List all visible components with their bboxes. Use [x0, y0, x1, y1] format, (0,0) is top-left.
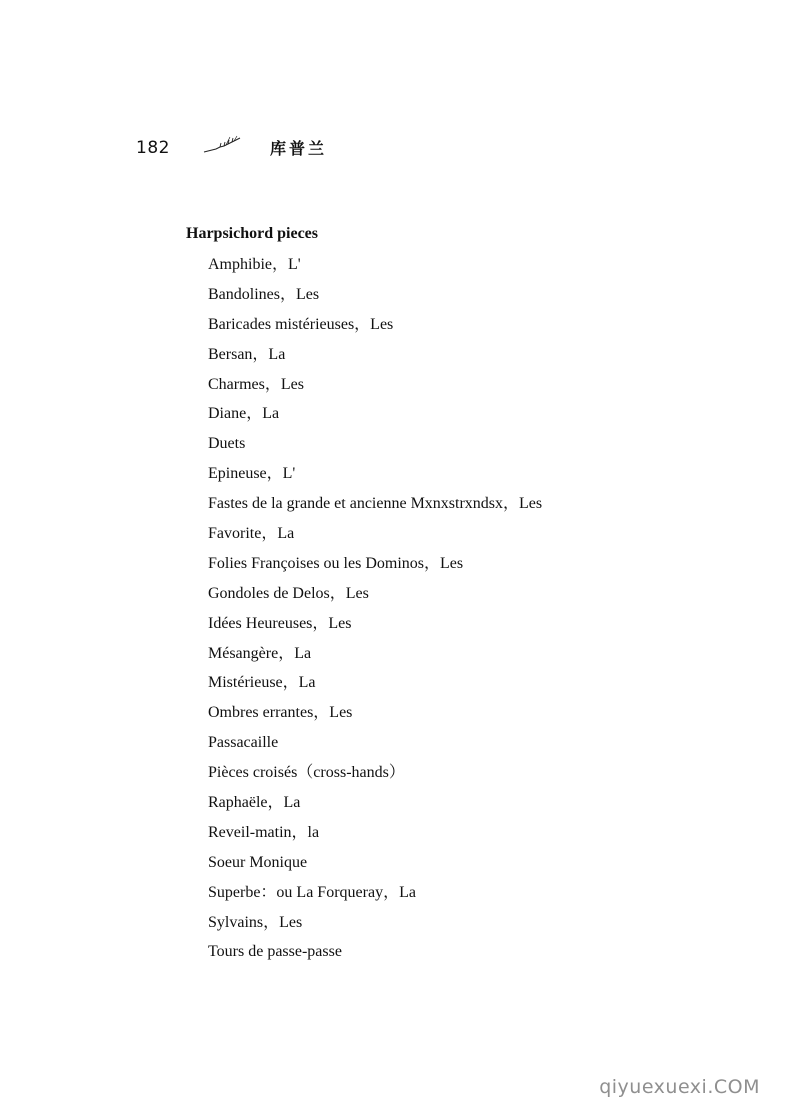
list-item: Bersan，La: [208, 345, 286, 363]
page-header: [136, 134, 436, 164]
list-item: Ombres errantes，Les: [208, 704, 353, 722]
list-item: Fastes de la grande et ancienne Mxnxstrxndsx，Les: [208, 495, 543, 513]
list-item: Idées Heureuses，Les: [208, 614, 352, 632]
pieces-list: [208, 255, 542, 972]
ornament-flourish-icon: [202, 134, 244, 156]
list-item: Diane，La: [208, 405, 280, 423]
list-item: Baricades mistérieuses，Les: [208, 315, 394, 333]
list-item: Charmes，Les: [208, 375, 304, 393]
list-item: Epineuse，L': [208, 465, 296, 483]
page-number: 182: [136, 138, 170, 158]
list-item: Mésangère，La: [208, 644, 312, 662]
list-item: Mistérieuse，La: [208, 674, 316, 692]
list-item: Pièces croisés（cross-hands）: [208, 764, 405, 782]
list-item: Folies Françoises ou les Dominos，Les: [208, 554, 464, 572]
list-item: Soeur Monique: [208, 853, 308, 871]
running-title: 库普兰: [270, 139, 328, 158]
list-item: Amphibie，L': [208, 256, 301, 273]
list-item: Superbe：ou La Forqueray，La: [208, 883, 416, 901]
list-item: Raphaële，La: [208, 794, 301, 812]
list-item: Reveil-matin，la: [208, 823, 320, 841]
watermark: qiyuexuexi.COM: [599, 1076, 760, 1098]
list-item: Tours de passe-passe: [208, 943, 342, 961]
list-item: Favorite，La: [208, 525, 295, 543]
section-heading: Harpsichord pieces: [186, 225, 318, 242]
list-item: Passacaille: [208, 734, 279, 752]
list-item: Gondoles de Delos，Les: [208, 584, 369, 602]
list-item: Bandolines，Les: [208, 285, 320, 303]
list-item: Duets: [208, 435, 246, 453]
list-item: Sylvains，Les: [208, 913, 303, 931]
